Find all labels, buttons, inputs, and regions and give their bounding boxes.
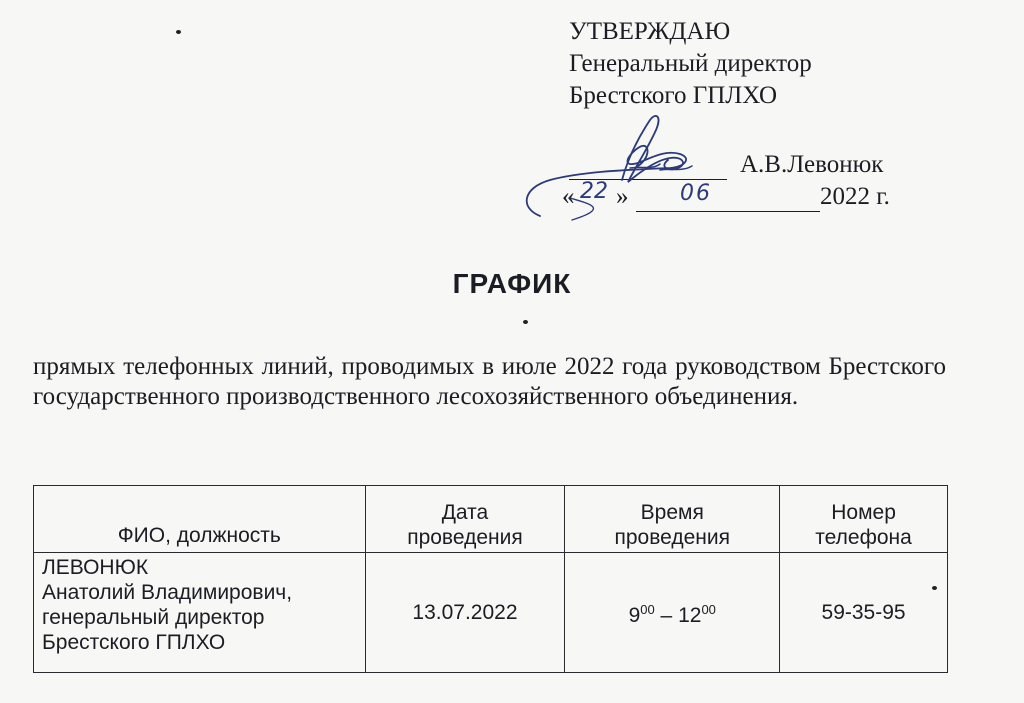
header-phone-line2: телефона [815,526,912,549]
time-end-hour: 12 [678,604,702,627]
header-time-line2: проведения [614,526,730,549]
cell-time [565,553,780,673]
header-date-line2: проведения [407,526,523,549]
person-position: генеральный директор [42,606,265,629]
header-phone [780,486,948,553]
header-phone-line1: Номер [831,501,896,524]
approval-year: 2022 г. [820,183,890,210]
approval-block [569,16,812,112]
scan-speck [523,320,528,324]
header-time [565,486,780,553]
scan-speck [932,586,937,590]
person-organization: Брестского ГПЛХО [42,631,226,654]
approval-title: УТВЕРЖДАЮ [569,18,731,45]
table-header-row [34,486,948,553]
cell-date: 13.07.2022 [365,553,565,673]
handwritten-day: 22 [580,179,608,204]
header-date [365,486,565,553]
schedule-table [33,485,948,673]
cell-phone: 59-35-95 [780,553,948,673]
table-row [34,553,948,673]
quote-close: » [616,183,629,210]
header-time-line1: Время [640,501,704,524]
scan-speck [176,30,181,34]
time-start-min: 00 [640,602,655,617]
person-name: Анатолий Владимирович, [42,581,293,604]
handwritten-month: 06 [680,181,712,206]
approval-organization: Брестского ГПЛХО [569,82,778,109]
quote-open: « [562,183,575,210]
document-title: ГРАФИК [452,268,572,299]
cell-person [34,553,366,673]
signature-icon [510,108,710,228]
header-fio: ФИО, должность [34,486,366,553]
time-separator: – [654,604,679,627]
person-surname: ЛЕВОНЮК [42,556,149,579]
signer-name: А.В.Левонюк [740,151,884,178]
time-end-min: 00 [701,602,716,617]
document-description: прямых телефонных линий, проводимых в июле 2022 года руководством Брестского государственного производственного лесохозяйственного объединения. [33,353,946,410]
approval-position: Генеральный директор [569,50,812,77]
time-start-hour: 9 [628,604,641,627]
header-date-line1: Дата [441,501,489,524]
